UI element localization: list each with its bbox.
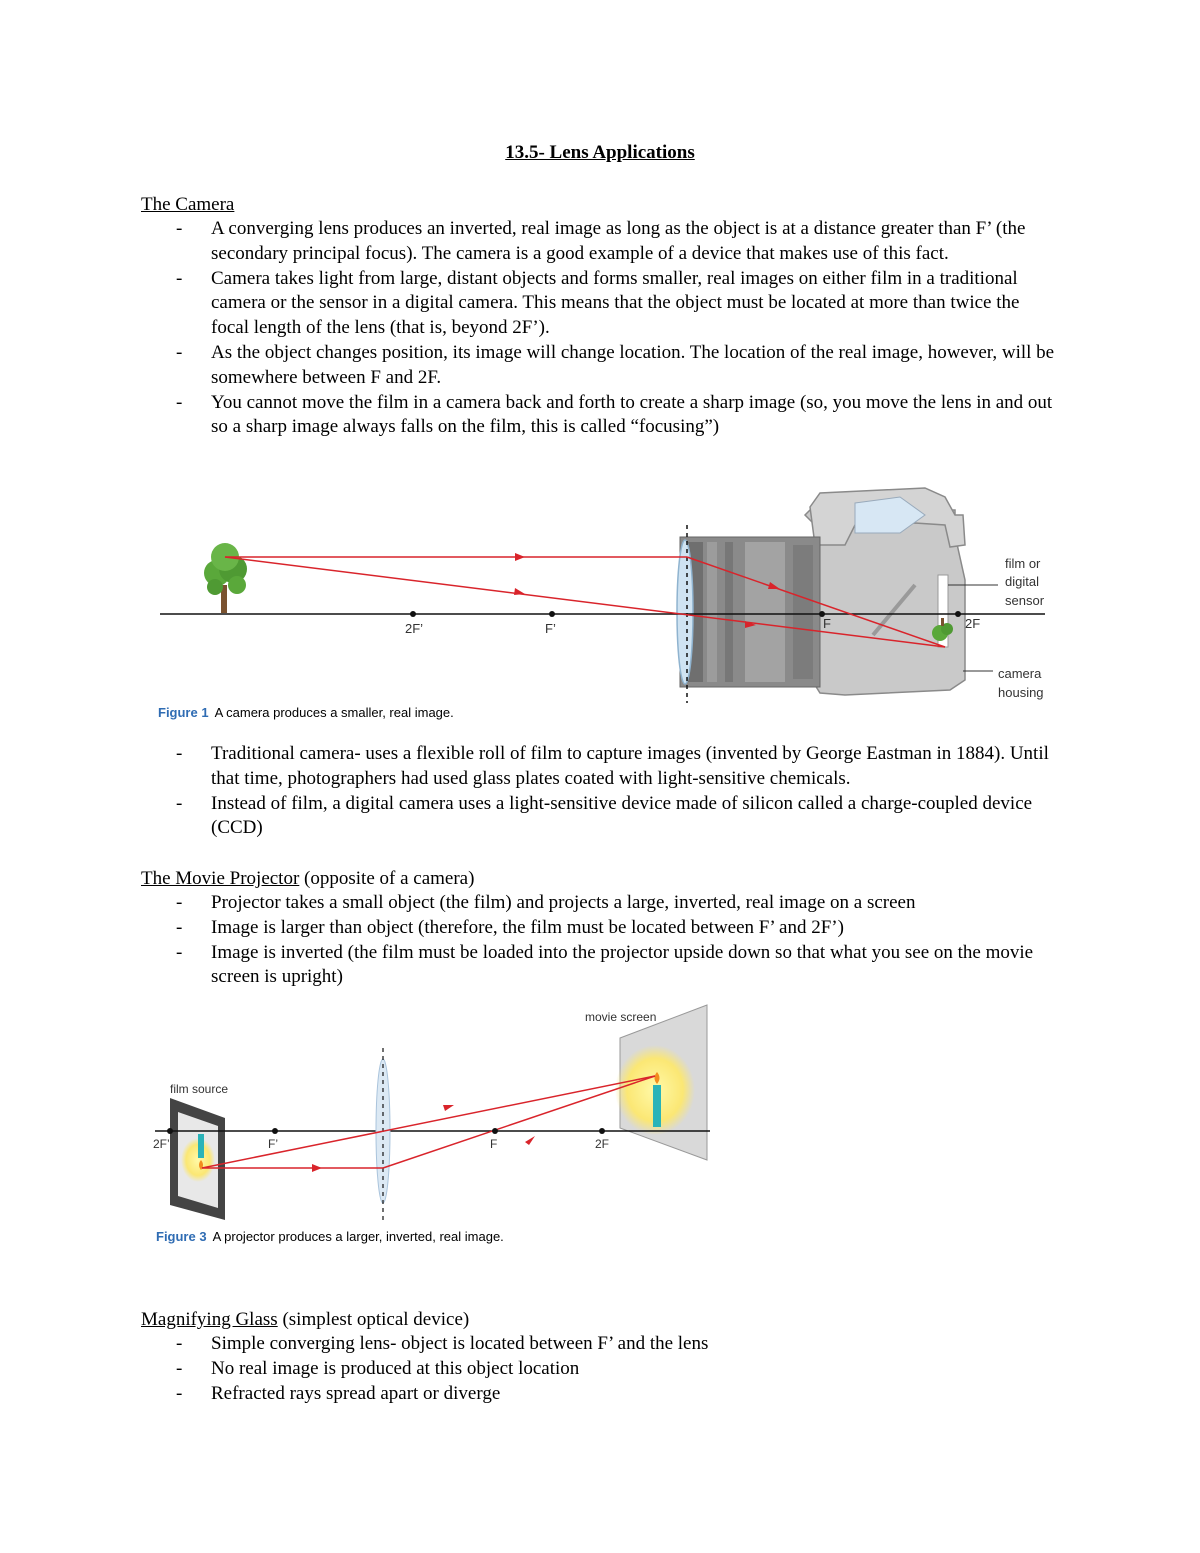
list-item: - Camera takes light from large, distant objects and forms smaller, real images on either film in a traditional camera or the sensor in a digital camera. This means that the object must be located at more than twice the focal length of the lens (that is, beyond 2F’). <box>176 267 1020 339</box>
figure-1-caption: Figure 1 A camera produces a smaller, real image. <box>158 705 454 720</box>
label-f-prime: F’ <box>268 1137 278 1151</box>
list-item: - Image is larger than object (therefore, the film must be located between F’ and 2F’) <box>176 916 844 938</box>
projector-bullets <box>141 891 1061 990</box>
movie-screen-icon <box>615 1005 707 1160</box>
list-item: - A converging lens produces an inverted, real image as long as the object is at a distance greater than F’ (the secondary principal focus). The camera is a good example of a device that makes use of this fact. <box>176 218 1026 264</box>
list-item: - Refracted rays spread apart or diverge <box>176 1382 501 1404</box>
projector-figure <box>150 1000 720 1225</box>
label-film-line1: film or <box>1005 556 1041 571</box>
camera-bullets-after <box>141 742 1061 841</box>
camera-bullets <box>141 217 1061 440</box>
focal-point-2f <box>955 611 961 617</box>
label-film-source: film source <box>170 1082 229 1096</box>
magnifier-heading: Magnifying Glass (simplest optical device) <box>141 1309 470 1330</box>
label-f-prime: F’ <box>545 621 556 636</box>
focal-point-2f-prime <box>167 1128 173 1134</box>
figure-3-caption: Figure 3 A projector produces a larger, inverted, real image. <box>156 1229 504 1244</box>
focal-point-2f-prime <box>410 611 416 617</box>
label-2f-prime: 2F’ <box>153 1137 170 1151</box>
list-item: - Instead of film, a digital camera uses a light-sensitive device made of silicon called a charge-coupled device (CCD) <box>176 792 1033 839</box>
projector-heading: The Movie Projector (opposite of a camera) <box>141 868 475 889</box>
label-film-line3: sensor <box>1005 593 1045 608</box>
film-source-icon <box>170 1098 225 1220</box>
camera-heading <box>141 192 234 217</box>
label-f: F <box>490 1137 498 1151</box>
camera-body-icon <box>805 488 965 695</box>
focal-point-2f <box>599 1128 605 1134</box>
list-item: - Traditional camera- uses a flexible roll of film to capture images (invented by George Eastman in 1884). Until that time, photographers had used glass plates coated with light-sensitive chemicals. <box>176 743 1049 789</box>
magnifier-bullets <box>141 1332 1061 1406</box>
list-item: - Simple converging lens- object is located between F’ and the lens <box>176 1333 709 1354</box>
label-2f: 2F <box>595 1137 610 1151</box>
camera-diagram <box>155 485 1055 710</box>
focal-point-f-prime <box>272 1128 278 1134</box>
list-item: - No real image is produced at this object location <box>176 1357 580 1379</box>
label-f: F <box>823 616 831 631</box>
label-2f: 2F <box>965 616 981 631</box>
label-housing-line1: camera <box>998 666 1042 681</box>
page-title: 13.5- Lens Applications <box>505 142 695 163</box>
tree-object-icon <box>204 543 247 613</box>
list-item: - Image is inverted (the film must be loaded into the projector upside down so that what you see on the movie screen is upright) <box>176 941 1034 988</box>
light-rays <box>202 1076 655 1168</box>
focal-point-f <box>492 1128 498 1134</box>
camera-heading-text: The Camera <box>141 194 235 215</box>
focal-point-f-prime <box>549 611 555 617</box>
label-film-line2: digital <box>1005 574 1039 589</box>
projector-diagram <box>150 1000 720 1225</box>
list-item: - Projector takes a small object (the film) and projects a large, inverted, real image on a screen <box>176 892 916 913</box>
list-item: - You cannot move the film in a camera back and forth to create a sharp image (so, you move the lens in and out so a sharp image always falls on the film, this is called “focusing”) <box>176 391 1053 438</box>
camera-figure <box>155 485 1055 710</box>
label-housing-line2: housing <box>998 685 1044 700</box>
label-movie-screen: movie screen <box>585 1010 657 1024</box>
lens-barrel-icon <box>677 537 820 687</box>
list-item: - As the object changes position, its image will change location. The location of the real image, however, will be somewhere between F and 2F. <box>176 341 1055 388</box>
label-2f-prime: 2F’ <box>405 621 424 636</box>
